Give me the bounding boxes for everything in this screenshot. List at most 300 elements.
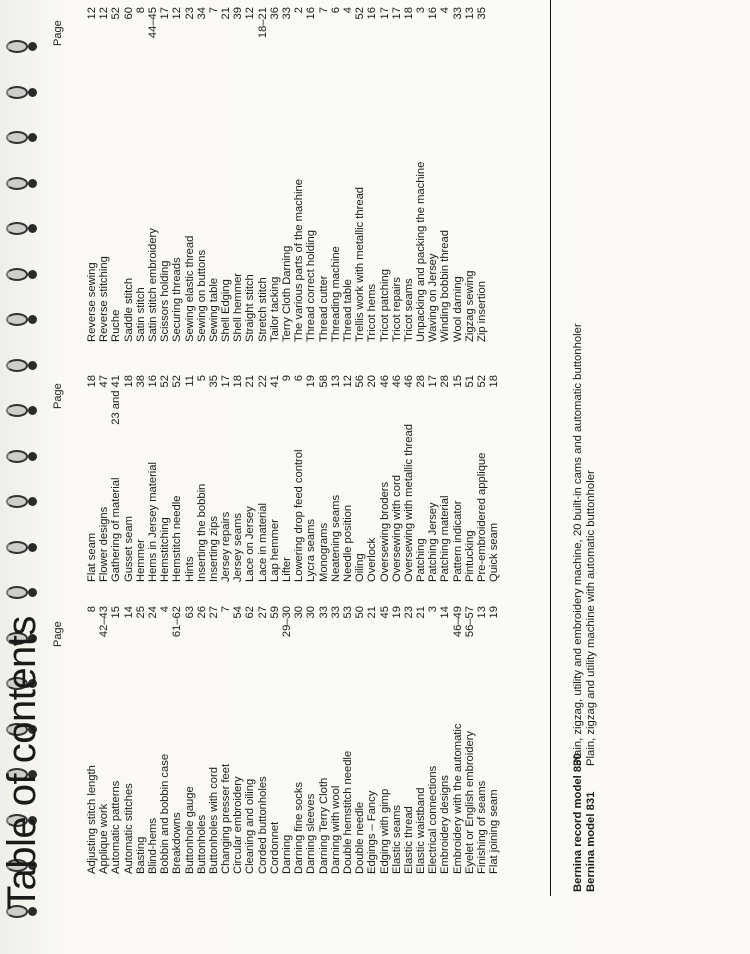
index-entry xyxy=(171,606,183,874)
entry-title: Thread correct holding xyxy=(305,230,318,342)
entry-title: Monograms xyxy=(317,522,330,582)
index-entry xyxy=(464,7,476,342)
entry-title: Lowering drop feed control xyxy=(293,449,306,582)
index-entry xyxy=(488,375,500,582)
entry-page-number: 8 xyxy=(86,606,98,613)
entry-title: Bobbin and bobbin case xyxy=(159,753,172,874)
entry-title: Winding bobbin thread xyxy=(439,230,452,342)
index-entry xyxy=(330,7,342,342)
entry-page-number: 19 xyxy=(305,375,318,388)
entry-page-number: 22 xyxy=(256,375,269,388)
entry-title: Oversewing with cord xyxy=(390,475,403,582)
entry-title: Patching xyxy=(415,538,428,582)
entry-page-number: 56 xyxy=(354,375,367,388)
entry-title: Jersey seams xyxy=(232,512,245,582)
entry-title: Pintucking xyxy=(463,530,476,582)
entry-page-number: 52 xyxy=(171,375,184,388)
index-entry xyxy=(269,606,281,874)
index-entry xyxy=(342,606,354,874)
entry-title: Saddle stitch xyxy=(122,277,135,342)
model-list xyxy=(572,323,598,892)
entry-title: Hemstitch needle xyxy=(171,495,184,582)
entry-page-number: 17 xyxy=(390,7,403,20)
entry-page-number: 11 xyxy=(183,375,196,387)
index-entry xyxy=(147,606,159,874)
index-entry xyxy=(391,606,403,874)
entry-title: Tailor tacking xyxy=(268,276,281,342)
index-entry xyxy=(86,7,98,342)
entry-title: Shell hemmer xyxy=(232,272,245,342)
entry-page-number: 4 xyxy=(439,7,452,14)
entry-page-number: 21 xyxy=(415,606,428,619)
index-entry xyxy=(159,7,171,342)
entry-title: Satin stitch xyxy=(134,287,147,342)
index-entry xyxy=(244,7,256,342)
entry-page-number: 13 xyxy=(329,375,342,388)
entry-page-number: 30 xyxy=(293,606,306,619)
index-entry xyxy=(464,375,476,582)
index-entry xyxy=(196,7,208,342)
index-entry xyxy=(452,7,464,342)
index-entry xyxy=(488,606,500,874)
entry-title: Lap hemmer xyxy=(268,519,281,582)
index-entry xyxy=(184,606,196,874)
entry-title: Inserting zips xyxy=(207,516,220,582)
entry-page-number: 52 xyxy=(476,375,488,388)
entry-title: Terry Cloth Darning xyxy=(281,245,293,342)
entry-title: Oiling xyxy=(354,553,367,582)
entry-page-number: 3 xyxy=(415,7,428,14)
entry-page-number: 13 xyxy=(476,606,488,619)
index-entry xyxy=(232,7,244,342)
entry-page-number: 23 xyxy=(183,7,196,20)
index-entry xyxy=(257,606,269,874)
entry-title: Sewing elastic thread xyxy=(183,235,196,342)
index-entry xyxy=(123,375,135,582)
entry-page-number: 39 xyxy=(232,7,245,20)
entry-page-number: 58 xyxy=(317,375,330,388)
entry-title: Gathering of material xyxy=(110,477,123,582)
entry-title: Oversewing broders xyxy=(378,481,391,582)
index-entry xyxy=(366,7,378,342)
index-entry xyxy=(123,7,135,342)
index-entry xyxy=(98,606,110,874)
entry-title: Pre-embroidered applique xyxy=(476,452,488,582)
index-entry xyxy=(427,375,439,582)
entry-page-number: 16 xyxy=(427,7,440,20)
entry-title: Wool darning xyxy=(451,276,464,342)
entry-page-number: 14 xyxy=(439,606,452,619)
index-entry xyxy=(293,7,305,342)
entry-title: Embroidery designs xyxy=(439,775,452,874)
entry-title: Shell Edging xyxy=(220,279,233,342)
entry-title: Double hemstitch needle xyxy=(341,750,354,874)
index-entry xyxy=(281,375,293,582)
entry-page-number: 8 xyxy=(134,7,147,14)
entry-title: Lace on Jersey xyxy=(244,506,257,582)
index-entry xyxy=(354,7,366,342)
index-entry xyxy=(391,7,403,342)
entry-title: Buttonholes with cord xyxy=(207,767,220,874)
entry-title: Ruche xyxy=(110,309,123,342)
index-entry xyxy=(220,7,232,342)
entry-page-number: 18 xyxy=(488,375,501,388)
entry-page-number: 4 xyxy=(159,606,172,613)
index-entry xyxy=(232,606,244,874)
entry-title: Reverse stitching xyxy=(98,256,111,342)
index-entry xyxy=(184,7,196,342)
entry-title: Zip insertion xyxy=(476,281,488,342)
entry-page-number: 34 xyxy=(195,7,208,20)
entry-page-number: 59 xyxy=(268,606,281,619)
entry-title: Darning Terry Cloth xyxy=(317,777,330,874)
index-entry xyxy=(305,7,317,342)
entry-title: Sewing table xyxy=(207,277,220,342)
entry-page-number: 33 xyxy=(281,7,293,20)
entry-page-number: 17 xyxy=(159,7,172,20)
entry-page-number: 13 xyxy=(463,7,476,20)
entry-page-number: 5 xyxy=(195,375,208,382)
entry-page-number: 15 xyxy=(110,606,123,619)
entry-title: Reverse sewing xyxy=(86,262,98,342)
entry-title: Tricot repairs xyxy=(390,277,403,342)
entry-page-number: 18 xyxy=(232,375,245,388)
index-entry xyxy=(135,606,147,874)
entry-title: Circular embroidery xyxy=(232,776,245,874)
entry-page-number: 28 xyxy=(415,375,428,388)
entry-title: Oversewing with metallic thread xyxy=(402,424,415,582)
index-entry xyxy=(257,7,269,342)
index-entry xyxy=(135,7,147,342)
index-entry xyxy=(354,375,366,582)
entry-title: Tricot hems xyxy=(366,283,379,342)
index-entry xyxy=(244,375,256,582)
entry-page-number: 9 xyxy=(281,375,293,382)
index-entry xyxy=(452,375,464,582)
model-description: Plain, zigzag, utility and embroidery machine, 20 built-in cams and automatic buttonholer xyxy=(572,323,584,766)
index-entry xyxy=(86,375,98,582)
index-entry xyxy=(269,375,281,582)
entry-title: Tricot patching xyxy=(378,269,391,342)
entry-title: Applique work xyxy=(98,803,111,874)
index-entry xyxy=(98,375,110,582)
index-entry xyxy=(110,606,122,874)
entry-title: Lycra seams xyxy=(305,518,318,582)
entry-title: Automatic patterns xyxy=(110,780,123,874)
divider-rule xyxy=(550,0,551,896)
entry-page-number: 47 xyxy=(98,375,111,388)
entry-page-number: 46 xyxy=(402,375,415,388)
entry-title: Needle position xyxy=(341,504,354,582)
entry-title: Hems in Jersey material xyxy=(146,462,159,582)
entry-title: Cleaning and oiling xyxy=(244,778,257,874)
entry-page-number: 33 xyxy=(329,606,342,619)
entry-page-number: 33 xyxy=(317,606,330,619)
entry-page-number: 16 xyxy=(146,375,159,388)
index-entry xyxy=(427,7,439,342)
entry-page-number: 56–57 xyxy=(463,606,476,638)
entry-title: Double needle xyxy=(354,801,367,874)
index-entry xyxy=(159,375,171,582)
entry-page-number: 12 xyxy=(244,7,257,20)
entry-page-number: 7 xyxy=(220,606,233,613)
entry-page-number: 60 xyxy=(122,7,135,20)
model-name: Bernina model 831 xyxy=(585,791,597,892)
entry-title: Thread cutter xyxy=(317,275,330,342)
entry-page-number: 27 xyxy=(256,606,269,619)
index-entry xyxy=(342,7,354,342)
entry-title: Blind-hems xyxy=(146,818,159,874)
entry-title: Lifter xyxy=(281,557,293,582)
entry-title: Patching material xyxy=(439,495,452,582)
index-entry xyxy=(86,606,98,874)
entry-page-number: 18–21 xyxy=(256,7,269,39)
index-entry xyxy=(366,606,378,874)
index-entry xyxy=(318,375,330,582)
entry-title: Straight stitch xyxy=(244,274,257,342)
entry-page-number: 35 xyxy=(207,375,220,388)
entry-title: Satin stitch embroidery xyxy=(146,228,159,342)
model-name: Bernina record model 830 xyxy=(572,753,584,892)
index-entry xyxy=(366,375,378,582)
entry-page-number: 52 xyxy=(110,7,123,20)
index-entry xyxy=(439,7,451,342)
entry-title: Pattern indicator xyxy=(451,500,464,582)
index-entry xyxy=(354,606,366,874)
index-entry xyxy=(147,375,159,582)
entry-title: Eyelet or English embroidery xyxy=(463,730,476,874)
index-entry xyxy=(184,375,196,582)
entry-page-number: 21 xyxy=(366,606,379,619)
index-entry xyxy=(342,375,354,582)
entry-title: Quick seam xyxy=(488,522,501,582)
entry-page-number: 2 xyxy=(293,7,306,14)
entry-page-number: 12 xyxy=(171,7,184,20)
entry-page-number: 18 xyxy=(86,375,98,388)
entry-page-number: 14 xyxy=(122,606,135,619)
entry-page-number: 44–45 xyxy=(146,7,159,39)
entry-title: Corded buttonholes xyxy=(256,776,269,874)
entry-page-number: 21 xyxy=(220,7,233,20)
entry-title: Tricot seams xyxy=(402,278,415,342)
entry-page-number: 62 xyxy=(244,606,257,619)
model-row xyxy=(585,323,598,892)
entry-title: Hemstitching xyxy=(159,517,172,582)
entry-page-number: 61–62 xyxy=(171,606,184,638)
entry-page-number: 23 and 41 xyxy=(110,375,123,425)
entry-page-number: 52 xyxy=(354,7,367,20)
index-entry xyxy=(391,375,403,582)
entry-page-number: 27 xyxy=(207,606,220,619)
entry-page-number: 30 xyxy=(305,606,318,619)
entry-page-number: 20 xyxy=(366,375,379,388)
index-entry xyxy=(110,375,122,582)
index-column-3 xyxy=(86,7,488,342)
index-entry xyxy=(415,7,427,342)
entry-title: Edgings – Fancy xyxy=(366,790,379,874)
index-entry xyxy=(196,375,208,582)
entry-page-number: 19 xyxy=(488,606,501,619)
index-entry xyxy=(379,375,391,582)
entry-page-number: 52 xyxy=(159,375,172,388)
index-entry xyxy=(379,606,391,874)
index-entry xyxy=(403,375,415,582)
index-entry xyxy=(476,606,488,874)
page-column-header-1: Page xyxy=(52,621,64,647)
entry-page-number: 6 xyxy=(329,7,342,14)
entry-title: Neatening seams xyxy=(329,494,342,582)
index-entry xyxy=(293,375,305,582)
index-entry xyxy=(159,606,171,874)
index-entry xyxy=(208,606,220,874)
entry-title: Securing threads xyxy=(171,257,184,342)
entry-page-number: 12 xyxy=(98,7,111,20)
entry-page-number: 28 xyxy=(439,375,452,388)
entry-title: Trellis work with metallic thread xyxy=(354,186,367,342)
index-entry xyxy=(439,375,451,582)
index-entry xyxy=(98,7,110,342)
model-row xyxy=(572,323,585,892)
entry-page-number: 18 xyxy=(402,7,415,20)
entry-title: Hints xyxy=(183,556,196,582)
index-entry xyxy=(257,375,269,582)
index-entry xyxy=(379,7,391,342)
entry-page-number: 26 xyxy=(195,606,208,619)
entry-title: Darning xyxy=(281,834,293,874)
entry-title: Darning with wool xyxy=(329,785,342,874)
index-entry xyxy=(305,606,317,874)
index-entry xyxy=(208,7,220,342)
entry-page-number: 38 xyxy=(134,375,147,388)
entry-title: Elastic waistband xyxy=(415,787,428,874)
entry-title: Buttonhole gauge xyxy=(183,786,196,874)
index-entry xyxy=(330,606,342,874)
entry-page-number: 51 xyxy=(463,375,476,388)
model-description: Plain, zigzag and utility machine with automatic buttonholer xyxy=(585,470,597,766)
entry-title: Finishing of seams xyxy=(476,780,488,874)
entry-title: Darning fine socks xyxy=(293,781,306,874)
entry-title: Breakdowns xyxy=(171,812,184,874)
index-entry xyxy=(452,606,464,874)
page-title: Table of contents xyxy=(0,616,44,910)
entry-title: Unpacking and packing the machine xyxy=(415,161,428,342)
entry-title: Thread table xyxy=(341,279,354,342)
entry-page-number: 12 xyxy=(86,7,98,20)
entry-title: Stretch stitch xyxy=(256,277,269,342)
entry-page-number: 50 xyxy=(354,606,367,619)
entry-title: Buttonholes xyxy=(195,814,208,874)
entry-title: Lace in material xyxy=(256,503,269,582)
entry-title: Adjusting stitch length xyxy=(86,765,98,874)
index-entry xyxy=(403,7,415,342)
entry-title: Flower designs xyxy=(98,506,111,582)
index-entry xyxy=(281,606,293,874)
entry-page-number: 33 xyxy=(451,7,464,20)
entry-page-number: 24 xyxy=(146,606,159,619)
index-entry xyxy=(439,606,451,874)
entry-title: Embroidery with the automatic xyxy=(451,723,464,874)
index-entry xyxy=(171,7,183,342)
entry-page-number: 25 xyxy=(134,606,147,619)
entry-title: Inserting the bobbin xyxy=(195,483,208,582)
entry-page-number: 16 xyxy=(305,7,318,20)
entry-page-number: 4 xyxy=(341,7,354,14)
entry-title: Sewing on buttons xyxy=(195,249,208,342)
entry-page-number: 21 xyxy=(244,375,257,388)
index-entry xyxy=(464,606,476,874)
entry-page-number: 15 xyxy=(451,375,464,388)
entry-page-number: 18 xyxy=(122,375,135,388)
index-entry xyxy=(135,375,147,582)
entry-title: Threading machine xyxy=(329,246,342,342)
entry-page-number: 7 xyxy=(317,7,330,14)
index-entry xyxy=(281,7,293,342)
index-entry xyxy=(110,7,122,342)
entry-title: Elastic thread xyxy=(402,806,415,874)
entry-page-number: 29–30 xyxy=(281,606,293,638)
index-entry xyxy=(415,606,427,874)
entry-page-number: 7 xyxy=(207,7,220,14)
entry-page-number: 35 xyxy=(476,7,488,20)
index-entry xyxy=(305,375,317,582)
index-entry xyxy=(427,606,439,874)
entry-title: Elastic seams xyxy=(390,804,403,874)
entry-title: The various parts of the machine xyxy=(293,179,306,342)
index-entry xyxy=(476,7,488,342)
entry-page-number: 42–43 xyxy=(98,606,111,638)
index-entry xyxy=(196,606,208,874)
page-column-header-3: Page xyxy=(52,20,64,46)
entry-title: Flat joining seam xyxy=(488,789,501,874)
entry-page-number: 12 xyxy=(341,375,354,388)
entry-page-number: 53 xyxy=(341,606,354,619)
index-entry xyxy=(220,375,232,582)
entry-page-number: 6 xyxy=(293,375,306,382)
entry-page-number: 54 xyxy=(232,606,245,619)
entry-title: Patching Jersey xyxy=(427,502,440,582)
entry-page-number: 36 xyxy=(268,7,281,20)
index-entry xyxy=(318,606,330,874)
index-entry xyxy=(330,375,342,582)
index-entry xyxy=(318,7,330,342)
index-entry xyxy=(220,606,232,874)
entry-page-number: 23 xyxy=(402,606,415,619)
entry-title: Overlock xyxy=(366,537,379,582)
index-entry xyxy=(171,375,183,582)
index-entry xyxy=(403,606,415,874)
entry-page-number: 17 xyxy=(427,375,440,388)
index-column-2 xyxy=(86,375,501,582)
entry-page-number: 45 xyxy=(378,606,391,619)
index-entry xyxy=(269,7,281,342)
entry-title: Electrical connections xyxy=(427,765,440,874)
entry-title: Waving on Jersey xyxy=(427,253,440,342)
index-entry xyxy=(147,7,159,342)
entry-title: Jersey repairs xyxy=(220,511,233,582)
index-entry xyxy=(293,606,305,874)
entry-page-number: 17 xyxy=(220,375,233,388)
page-column-header-2: Page xyxy=(52,383,64,409)
entry-title: Changing presser feet xyxy=(220,763,233,874)
index-entry xyxy=(415,375,427,582)
entry-title: Gusset seam xyxy=(122,516,135,582)
entry-page-number: 17 xyxy=(378,7,391,20)
entry-title: Cordonnet xyxy=(268,821,281,874)
entry-title: Hemmer xyxy=(134,539,147,582)
entry-title: Scissors holding xyxy=(159,260,172,342)
entry-title: Flat seam xyxy=(86,532,98,582)
entry-title: Darning sleeves xyxy=(305,793,318,874)
